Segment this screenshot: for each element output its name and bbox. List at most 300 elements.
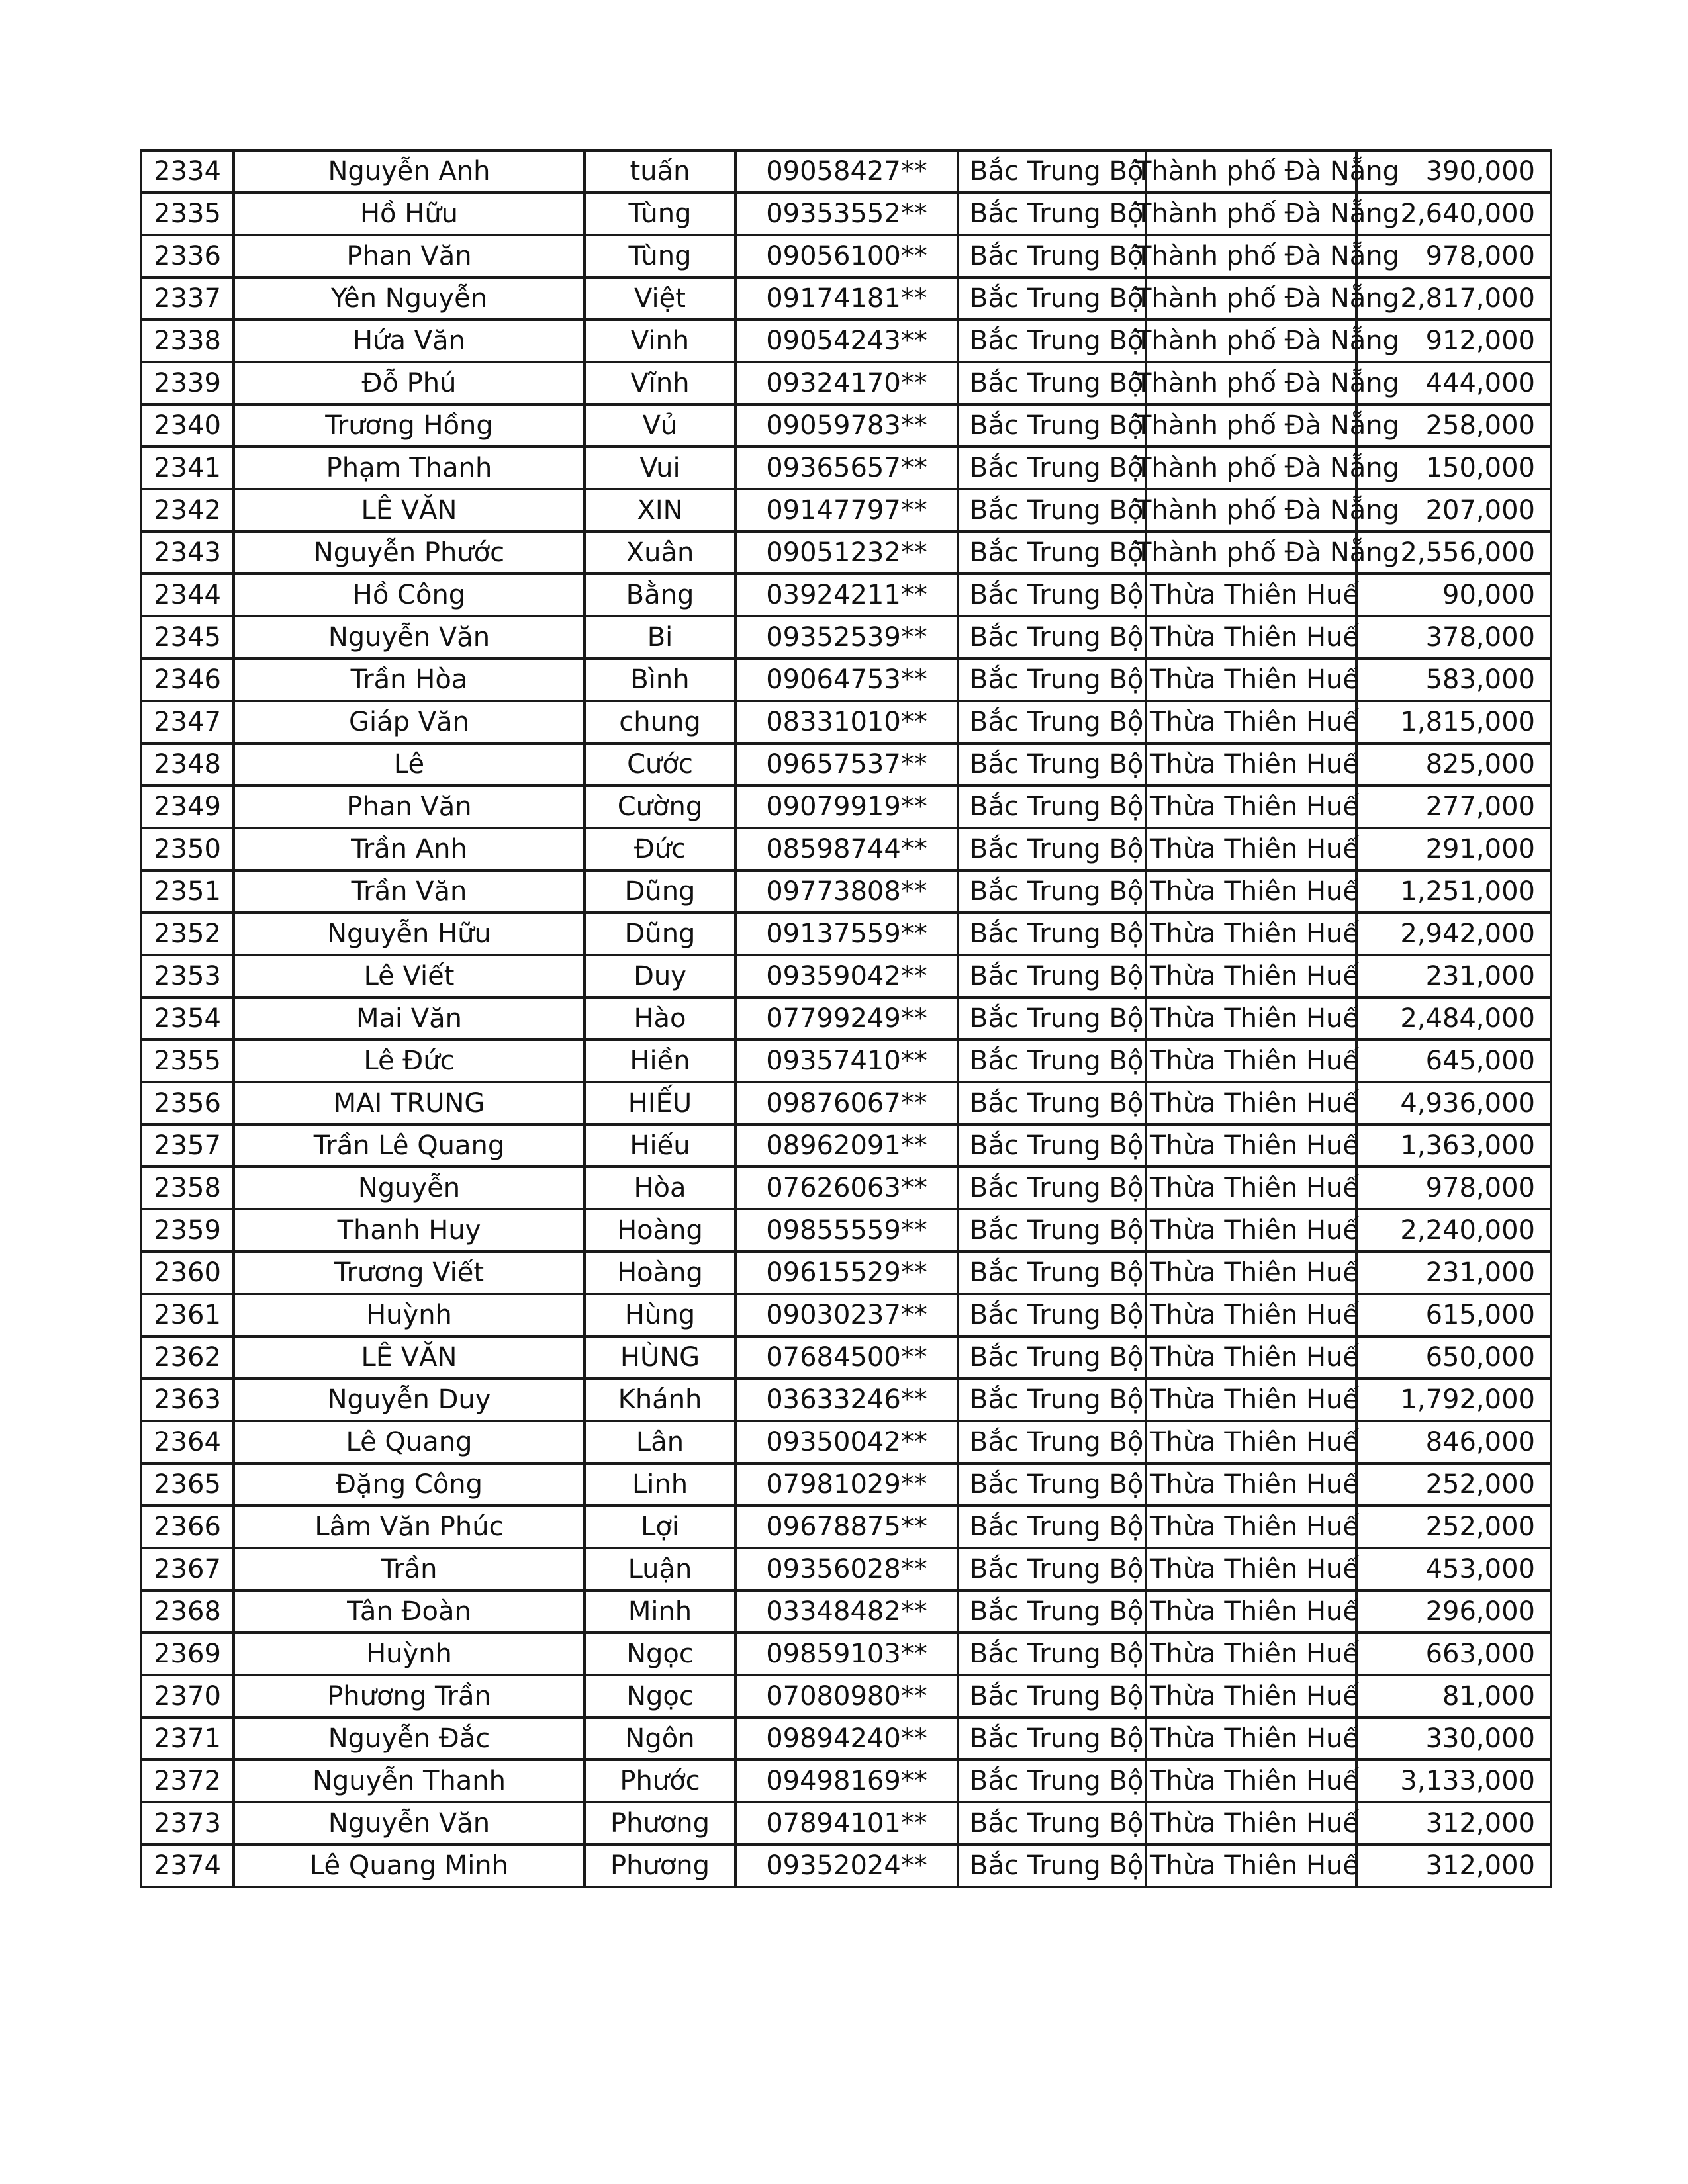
province-cell: Thừa Thiên Huế (1146, 1040, 1356, 1082)
table-row (141, 997, 1551, 1040)
surname-cell: Nguyễn Phước (234, 531, 585, 574)
province-cell: Thừa Thiên Huế (1146, 616, 1356, 659)
surname-cell: Giáp Văn (234, 701, 585, 743)
province-cell: Thừa Thiên Huế (1146, 1590, 1356, 1633)
data-table (140, 149, 1552, 1888)
given-name-cell: Đức (585, 828, 735, 870)
amount-cell: 330,000 (1356, 1717, 1551, 1760)
given-name-cell: Phước (585, 1760, 735, 1802)
table-row (141, 870, 1551, 913)
amount-cell: 453,000 (1356, 1548, 1551, 1590)
surname-cell: Phan Văn (234, 786, 585, 828)
surname-cell: Lê Viết (234, 955, 585, 997)
amount-cell: 444,000 (1356, 362, 1551, 404)
phone-cell: 07981029** (735, 1463, 958, 1506)
table-row (141, 574, 1551, 616)
row-number-cell: 2338 (141, 320, 234, 362)
region-cell: Bắc Trung Bộ (958, 1633, 1146, 1675)
surname-cell: MAI TRUNG (234, 1082, 585, 1124)
surname-cell: Đặng Công (234, 1463, 585, 1506)
amount-cell: 207,000 (1356, 489, 1551, 531)
given-name-cell: Khánh (585, 1379, 735, 1421)
row-number-cell: 2359 (141, 1209, 234, 1251)
surname-cell: Trần Anh (234, 828, 585, 870)
row-number-cell: 2337 (141, 277, 234, 320)
row-number-cell: 2371 (141, 1717, 234, 1760)
province-cell: Thừa Thiên Huế (1146, 997, 1356, 1040)
phone-cell: 09352539** (735, 616, 958, 659)
amount-cell: 90,000 (1356, 574, 1551, 616)
row-number-cell: 2336 (141, 235, 234, 277)
province-cell: Thành phố Đà Nẵng (1146, 447, 1356, 489)
surname-cell: Phan Văn (234, 235, 585, 277)
given-name-cell: HIẾU (585, 1082, 735, 1124)
given-name-cell: Bình (585, 659, 735, 701)
region-cell: Bắc Trung Bộ (958, 531, 1146, 574)
surname-cell: Trần Văn (234, 870, 585, 913)
surname-cell: Huỳnh (234, 1294, 585, 1336)
row-number-cell: 2352 (141, 913, 234, 955)
given-name-cell: Hùng (585, 1294, 735, 1336)
phone-cell: 03924211** (735, 574, 958, 616)
surname-cell: Nguyễn Văn (234, 1802, 585, 1844)
region-cell: Bắc Trung Bộ (958, 1506, 1146, 1548)
given-name-cell: HÙNG (585, 1336, 735, 1379)
province-cell: Thừa Thiên Huế (1146, 1421, 1356, 1463)
region-cell: Bắc Trung Bộ (958, 743, 1146, 786)
row-number-cell: 2342 (141, 489, 234, 531)
table-row (141, 1548, 1551, 1590)
amount-cell: 663,000 (1356, 1633, 1551, 1675)
table-row (141, 1633, 1551, 1675)
table-row (141, 1590, 1551, 1633)
row-number-cell: 2354 (141, 997, 234, 1040)
province-cell: Thừa Thiên Huế (1146, 828, 1356, 870)
province-cell: Thừa Thiên Huế (1146, 1167, 1356, 1209)
table-row (141, 955, 1551, 997)
amount-cell: 825,000 (1356, 743, 1551, 786)
table-row (141, 1082, 1551, 1124)
phone-cell: 07684500** (735, 1336, 958, 1379)
region-cell: Bắc Trung Bộ (958, 616, 1146, 659)
surname-cell: Lê Quang Minh (234, 1844, 585, 1887)
row-number-cell: 2372 (141, 1760, 234, 1802)
phone-cell: 09356028** (735, 1548, 958, 1590)
phone-cell: 09365657** (735, 447, 958, 489)
given-name-cell: Bi (585, 616, 735, 659)
amount-cell: 2,640,000 (1356, 193, 1551, 235)
row-number-cell: 2341 (141, 447, 234, 489)
surname-cell: Nguyễn Đắc (234, 1717, 585, 1760)
given-name-cell: Vủ (585, 404, 735, 447)
given-name-cell: Cước (585, 743, 735, 786)
province-cell: Thành phố Đà Nẵng (1146, 362, 1356, 404)
row-number-cell: 2357 (141, 1124, 234, 1167)
region-cell: Bắc Trung Bộ (958, 193, 1146, 235)
region-cell: Bắc Trung Bộ (958, 1717, 1146, 1760)
region-cell: Bắc Trung Bộ (958, 1336, 1146, 1379)
table-row (141, 277, 1551, 320)
amount-cell: 231,000 (1356, 955, 1551, 997)
table-row (141, 913, 1551, 955)
phone-cell: 09079919** (735, 786, 958, 828)
given-name-cell: Hoàng (585, 1209, 735, 1251)
phone-cell: 09353552** (735, 193, 958, 235)
given-name-cell: Bằng (585, 574, 735, 616)
row-number-cell: 2353 (141, 955, 234, 997)
table-row (141, 616, 1551, 659)
surname-cell: Trương Hồng (234, 404, 585, 447)
surname-cell: Lê (234, 743, 585, 786)
amount-cell: 150,000 (1356, 447, 1551, 489)
province-cell: Thừa Thiên Huế (1146, 574, 1356, 616)
table-row (141, 531, 1551, 574)
given-name-cell: Tùng (585, 193, 735, 235)
row-number-cell: 2366 (141, 1506, 234, 1548)
surname-cell: Lê Đức (234, 1040, 585, 1082)
province-cell: Thành phố Đà Nẵng (1146, 235, 1356, 277)
region-cell: Bắc Trung Bộ (958, 404, 1146, 447)
given-name-cell: Duy (585, 955, 735, 997)
phone-cell: 07894101** (735, 1802, 958, 1844)
table-row (141, 320, 1551, 362)
given-name-cell: Dũng (585, 870, 735, 913)
given-name-cell: Hào (585, 997, 735, 1040)
row-number-cell: 2340 (141, 404, 234, 447)
row-number-cell: 2350 (141, 828, 234, 870)
row-number-cell: 2368 (141, 1590, 234, 1633)
province-cell: Thừa Thiên Huế (1146, 913, 1356, 955)
region-cell: Bắc Trung Bộ (958, 1124, 1146, 1167)
table-row (141, 404, 1551, 447)
table-row (141, 447, 1551, 489)
amount-cell: 1,815,000 (1356, 701, 1551, 743)
amount-cell: 3,133,000 (1356, 1760, 1551, 1802)
table-body (141, 150, 1551, 1887)
given-name-cell: Hiếu (585, 1124, 735, 1167)
region-cell: Bắc Trung Bộ (958, 1209, 1146, 1251)
province-cell: Thừa Thiên Huế (1146, 1463, 1356, 1506)
amount-cell: 912,000 (1356, 320, 1551, 362)
province-cell: Thừa Thiên Huế (1146, 1379, 1356, 1421)
phone-cell: 09657537** (735, 743, 958, 786)
given-name-cell: Vui (585, 447, 735, 489)
surname-cell: Nguyễn Hữu (234, 913, 585, 955)
row-number-cell: 2343 (141, 531, 234, 574)
region-cell: Bắc Trung Bộ (958, 1379, 1146, 1421)
surname-cell: Tân Đoàn (234, 1590, 585, 1633)
phone-cell: 09498169** (735, 1760, 958, 1802)
table-row (141, 1040, 1551, 1082)
phone-cell: 08598744** (735, 828, 958, 870)
phone-cell: 09064753** (735, 659, 958, 701)
row-number-cell: 2345 (141, 616, 234, 659)
amount-cell: 378,000 (1356, 616, 1551, 659)
region-cell: Bắc Trung Bộ (958, 913, 1146, 955)
amount-cell: 2,484,000 (1356, 997, 1551, 1040)
surname-cell: Trần (234, 1548, 585, 1590)
table-row (141, 193, 1551, 235)
province-cell: Thừa Thiên Huế (1146, 701, 1356, 743)
given-name-cell: XIN (585, 489, 735, 531)
table-row (141, 1209, 1551, 1251)
province-cell: Thừa Thiên Huế (1146, 1548, 1356, 1590)
row-number-cell: 2356 (141, 1082, 234, 1124)
amount-cell: 2,942,000 (1356, 913, 1551, 955)
amount-cell: 291,000 (1356, 828, 1551, 870)
surname-cell: Nguyễn Văn (234, 616, 585, 659)
amount-cell: 231,000 (1356, 1251, 1551, 1294)
province-cell: Thừa Thiên Huế (1146, 1209, 1356, 1251)
amount-cell: 1,251,000 (1356, 870, 1551, 913)
row-number-cell: 2358 (141, 1167, 234, 1209)
row-number-cell: 2365 (141, 1463, 234, 1506)
given-name-cell: Hoàng (585, 1251, 735, 1294)
region-cell: Bắc Trung Bộ (958, 997, 1146, 1040)
table-row (141, 1379, 1551, 1421)
province-cell: Thừa Thiên Huế (1146, 1294, 1356, 1336)
row-number-cell: 2344 (141, 574, 234, 616)
phone-cell: 09350042** (735, 1421, 958, 1463)
table-row (141, 1251, 1551, 1294)
surname-cell: Hứa Văn (234, 320, 585, 362)
phone-cell: 03633246** (735, 1379, 958, 1421)
given-name-cell: Linh (585, 1463, 735, 1506)
surname-cell: Trương Viết (234, 1251, 585, 1294)
amount-cell: 390,000 (1356, 150, 1551, 193)
row-number-cell: 2346 (141, 659, 234, 701)
amount-cell: 252,000 (1356, 1463, 1551, 1506)
province-cell: Thừa Thiên Huế (1146, 955, 1356, 997)
province-cell: Thành phố Đà Nẵng (1146, 150, 1356, 193)
region-cell: Bắc Trung Bộ (958, 362, 1146, 404)
province-cell: Thừa Thiên Huế (1146, 1124, 1356, 1167)
region-cell: Bắc Trung Bộ (958, 1167, 1146, 1209)
surname-cell: Trần Hòa (234, 659, 585, 701)
given-name-cell: Cường (585, 786, 735, 828)
region-cell: Bắc Trung Bộ (958, 828, 1146, 870)
region-cell: Bắc Trung Bộ (958, 320, 1146, 362)
region-cell: Bắc Trung Bộ (958, 1844, 1146, 1887)
surname-cell: Phương Trần (234, 1675, 585, 1717)
given-name-cell: Phương (585, 1802, 735, 1844)
surname-cell: Hồ Công (234, 574, 585, 616)
table-row (141, 1760, 1551, 1802)
given-name-cell: Vĩnh (585, 362, 735, 404)
phone-cell: 09059783** (735, 404, 958, 447)
amount-cell: 615,000 (1356, 1294, 1551, 1336)
row-number-cell: 2339 (141, 362, 234, 404)
given-name-cell: Tùng (585, 235, 735, 277)
given-name-cell: Ngọc (585, 1633, 735, 1675)
amount-cell: 846,000 (1356, 1421, 1551, 1463)
region-cell: Bắc Trung Bộ (958, 1294, 1146, 1336)
region-cell: Bắc Trung Bộ (958, 701, 1146, 743)
given-name-cell: Hiền (585, 1040, 735, 1082)
phone-cell: 09357410** (735, 1040, 958, 1082)
row-number-cell: 2374 (141, 1844, 234, 1887)
region-cell: Bắc Trung Bộ (958, 1463, 1146, 1506)
province-cell: Thành phố Đà Nẵng (1146, 193, 1356, 235)
province-cell: Thừa Thiên Huế (1146, 1633, 1356, 1675)
table-row (141, 701, 1551, 743)
table-row (141, 1675, 1551, 1717)
province-cell: Thừa Thiên Huế (1146, 1844, 1356, 1887)
given-name-cell: Hòa (585, 1167, 735, 1209)
amount-cell: 81,000 (1356, 1675, 1551, 1717)
province-cell: Thành phố Đà Nẵng (1146, 531, 1356, 574)
surname-cell: Nguyễn Anh (234, 150, 585, 193)
table-row (141, 1506, 1551, 1548)
surname-cell: Mai Văn (234, 997, 585, 1040)
region-cell: Bắc Trung Bộ (958, 1590, 1146, 1633)
province-cell: Thừa Thiên Huế (1146, 659, 1356, 701)
phone-cell: 07080980** (735, 1675, 958, 1717)
table-row (141, 1463, 1551, 1506)
row-number-cell: 2360 (141, 1251, 234, 1294)
phone-cell: 09058427** (735, 150, 958, 193)
surname-cell: Phạm Thanh (234, 447, 585, 489)
phone-cell: 09054243** (735, 320, 958, 362)
given-name-cell: Ngôn (585, 1717, 735, 1760)
row-number-cell: 2367 (141, 1548, 234, 1590)
region-cell: Bắc Trung Bộ (958, 659, 1146, 701)
phone-cell: 09056100** (735, 235, 958, 277)
province-cell: Thừa Thiên Huế (1146, 1802, 1356, 1844)
phone-cell: 09678875** (735, 1506, 958, 1548)
given-name-cell: Ngọc (585, 1675, 735, 1717)
amount-cell: 312,000 (1356, 1802, 1551, 1844)
region-cell: Bắc Trung Bộ (958, 1548, 1146, 1590)
given-name-cell: chung (585, 701, 735, 743)
region-cell: Bắc Trung Bộ (958, 447, 1146, 489)
region-cell: Bắc Trung Bộ (958, 1802, 1146, 1844)
given-name-cell: tuấn (585, 150, 735, 193)
phone-cell: 09855559** (735, 1209, 958, 1251)
province-cell: Thành phố Đà Nẵng (1146, 404, 1356, 447)
row-number-cell: 2363 (141, 1379, 234, 1421)
phone-cell: 09174181** (735, 277, 958, 320)
given-name-cell: Xuân (585, 531, 735, 574)
row-number-cell: 2351 (141, 870, 234, 913)
province-cell: Thừa Thiên Huế (1146, 870, 1356, 913)
amount-cell: 2,817,000 (1356, 277, 1551, 320)
amount-cell: 1,363,000 (1356, 1124, 1551, 1167)
region-cell: Bắc Trung Bộ (958, 1251, 1146, 1294)
amount-cell: 645,000 (1356, 1040, 1551, 1082)
table-row (141, 1844, 1551, 1887)
surname-cell: LÊ VĂN (234, 489, 585, 531)
province-cell: Thừa Thiên Huế (1146, 1082, 1356, 1124)
table-row (141, 1802, 1551, 1844)
province-cell: Thừa Thiên Huế (1146, 1336, 1356, 1379)
row-number-cell: 2373 (141, 1802, 234, 1844)
region-cell: Bắc Trung Bộ (958, 277, 1146, 320)
phone-cell: 09352024** (735, 1844, 958, 1887)
row-number-cell: 2364 (141, 1421, 234, 1463)
row-number-cell: 2362 (141, 1336, 234, 1379)
table-row (141, 659, 1551, 701)
region-cell: Bắc Trung Bộ (958, 235, 1146, 277)
surname-cell: LÊ VĂN (234, 1336, 585, 1379)
given-name-cell: Vinh (585, 320, 735, 362)
amount-cell: 978,000 (1356, 235, 1551, 277)
province-cell: Thừa Thiên Huế (1146, 1717, 1356, 1760)
province-cell: Thừa Thiên Huế (1146, 786, 1356, 828)
table-row (141, 828, 1551, 870)
row-number-cell: 2361 (141, 1294, 234, 1336)
amount-cell: 4,936,000 (1356, 1082, 1551, 1124)
phone-cell: 09859103** (735, 1633, 958, 1675)
phone-cell: 09051232** (735, 531, 958, 574)
row-number-cell: 2334 (141, 150, 234, 193)
phone-cell: 09030237** (735, 1294, 958, 1336)
row-number-cell: 2369 (141, 1633, 234, 1675)
table-row (141, 235, 1551, 277)
region-cell: Bắc Trung Bộ (958, 1040, 1146, 1082)
surname-cell: Lê Quang (234, 1421, 585, 1463)
row-number-cell: 2355 (141, 1040, 234, 1082)
row-number-cell: 2349 (141, 786, 234, 828)
given-name-cell: Phương (585, 1844, 735, 1887)
table-row (141, 1421, 1551, 1463)
surname-cell: Trần Lê Quang (234, 1124, 585, 1167)
region-cell: Bắc Trung Bộ (958, 150, 1146, 193)
phone-cell: 09359042** (735, 955, 958, 997)
phone-cell: 07799249** (735, 997, 958, 1040)
region-cell: Bắc Trung Bộ (958, 1421, 1146, 1463)
table-row (141, 743, 1551, 786)
phone-cell: 09876067** (735, 1082, 958, 1124)
amount-cell: 296,000 (1356, 1590, 1551, 1633)
table-row (141, 489, 1551, 531)
phone-cell: 09615529** (735, 1251, 958, 1294)
province-cell: Thành phố Đà Nẵng (1146, 277, 1356, 320)
province-cell: Thừa Thiên Huế (1146, 1506, 1356, 1548)
given-name-cell: Minh (585, 1590, 735, 1633)
amount-cell: 650,000 (1356, 1336, 1551, 1379)
phone-cell: 08331010** (735, 701, 958, 743)
region-cell: Bắc Trung Bộ (958, 955, 1146, 997)
table-row (141, 150, 1551, 193)
surname-cell: Nguyễn Thanh (234, 1760, 585, 1802)
surname-cell: Lâm Văn Phúc (234, 1506, 585, 1548)
phone-cell: 09324170** (735, 362, 958, 404)
table-row (141, 1167, 1551, 1209)
surname-cell: Thanh Huy (234, 1209, 585, 1251)
phone-cell: 07626063** (735, 1167, 958, 1209)
region-cell: Bắc Trung Bộ (958, 1675, 1146, 1717)
region-cell: Bắc Trung Bộ (958, 1082, 1146, 1124)
phone-cell: 03348482** (735, 1590, 958, 1633)
phone-cell: 08962091** (735, 1124, 958, 1167)
phone-cell: 09137559** (735, 913, 958, 955)
row-number-cell: 2348 (141, 743, 234, 786)
surname-cell: Nguyễn Duy (234, 1379, 585, 1421)
province-cell: Thừa Thiên Huế (1146, 1760, 1356, 1802)
phone-cell: 09894240** (735, 1717, 958, 1760)
table-row (141, 1124, 1551, 1167)
table-row (141, 1717, 1551, 1760)
table-row (141, 786, 1551, 828)
province-cell: Thành phố Đà Nẵng (1146, 489, 1356, 531)
province-cell: Thừa Thiên Huế (1146, 1675, 1356, 1717)
surname-cell: Nguyễn (234, 1167, 585, 1209)
row-number-cell: 2347 (141, 701, 234, 743)
region-cell: Bắc Trung Bộ (958, 574, 1146, 616)
given-name-cell: Việt (585, 277, 735, 320)
amount-cell: 978,000 (1356, 1167, 1551, 1209)
